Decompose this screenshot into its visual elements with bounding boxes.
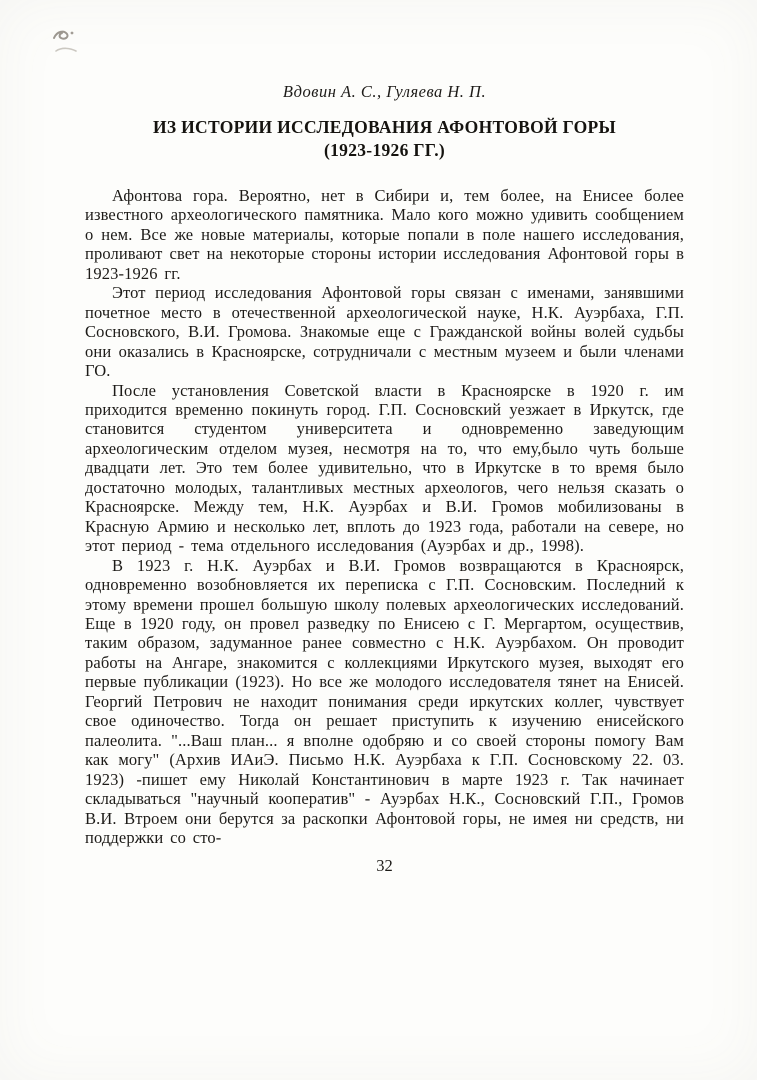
article-title	[85, 116, 684, 162]
title-line-2: (1923-1926 ГГ.)	[323, 140, 446, 160]
paragraph-3: После установления Советской власти в Красноярске в 1920 г. им приходится временно покинуть город. Г.П. Сосновский уезжает в Иркутск, где становится студентом университета и одновременно заведующим археологическим отделом музея, несмотря на то, что ему,было чуть больше двадцати лет. Это тем более удивительно, что в Иркутске в то время было достаточно молодых, талантливых местных археологов, чего нельзя сказать о Красноярске. Между тем, Н.К. Ауэрбах и В.И. Громов мобилизованы в Красную Армию и несколько лет, вплоть до 1923 года, работали на севере, но этот период - тема отдельного исследования (Ауэрбах и др., 1998).	[85, 380, 684, 556]
paragraph-4: В 1923 г. Н.К. Ауэрбах и В.И. Громов возвращаются в Красноярск, одновременно возобновляется их переписка с Г.П. Сосновским. Последний к этому времени прошел большую школу полевых археологических исследований. Еще в 1920 году, он провел разведку по Енисею с Г. Мергартом, осуществив, таким образом, задуманное ранее совместно с Н.К. Ауэрбахом. Он проводит работы на Ангаре, знакомится с коллекциями Иркутского музея, выходят его первые публикации (1923). Но все же молодого исследователя тянет на Енисей. Георгий Петрович не находит понимания среди иркутских коллег, чувствует свое одиночество. Тогда он решает приступить к изучению енисейского палеолита. "...Ваш план... я вполне одобряю и со своей стороны помогу Вам как могу" (Архив ИАиЭ. Письмо Н.К. Ауэрбаха к Г.П. Сосновскому 22. 03. 1923) -пишет ему Николай Константинович в марте 1923 г. Так начинает складываться "научный кооператив" - Ауэрбах Н.К., Сосновский Г.П., Громов В.И. Втроем они берутся за раскопки Афонтовой горы, не имея ни средств, ни поддержки со сто-	[85, 555, 684, 847]
handwritten-mark	[46, 24, 90, 62]
title-line-1: ИЗ ИСТОРИИ ИССЛЕДОВАНИЯ АФОНТОВОЙ ГОРЫ	[153, 117, 616, 137]
authors-line: Вдовин А. С., Гуляева Н. П.	[282, 82, 487, 101]
page-number: 32	[376, 856, 393, 876]
text-block	[85, 82, 684, 876]
paragraph-1: Афонтова гора. Вероятно, нет в Сибири и, тем более, на Енисее более известного археологического памятника. Мало кого можно удивить сообщением о нем. Все же новые материалы, которые попали в поле нашего исследования, проливают свет на некоторые стороны истории исследования Афонтовой горы в 1923-1926 гг.	[85, 186, 684, 283]
paragraph-2: Этот период исследования Афонтовой горы связан с именами, занявшими почетное место в отечественной археологической науке, Н.К. Ауэрбаха, Г.П. Сосновского, В.И. Громова. Знакомые еще с Гражданской войны волей судьбы они оказались в Красноярске, сотрудничали с местным музеем и были членами ГО.	[85, 283, 684, 381]
